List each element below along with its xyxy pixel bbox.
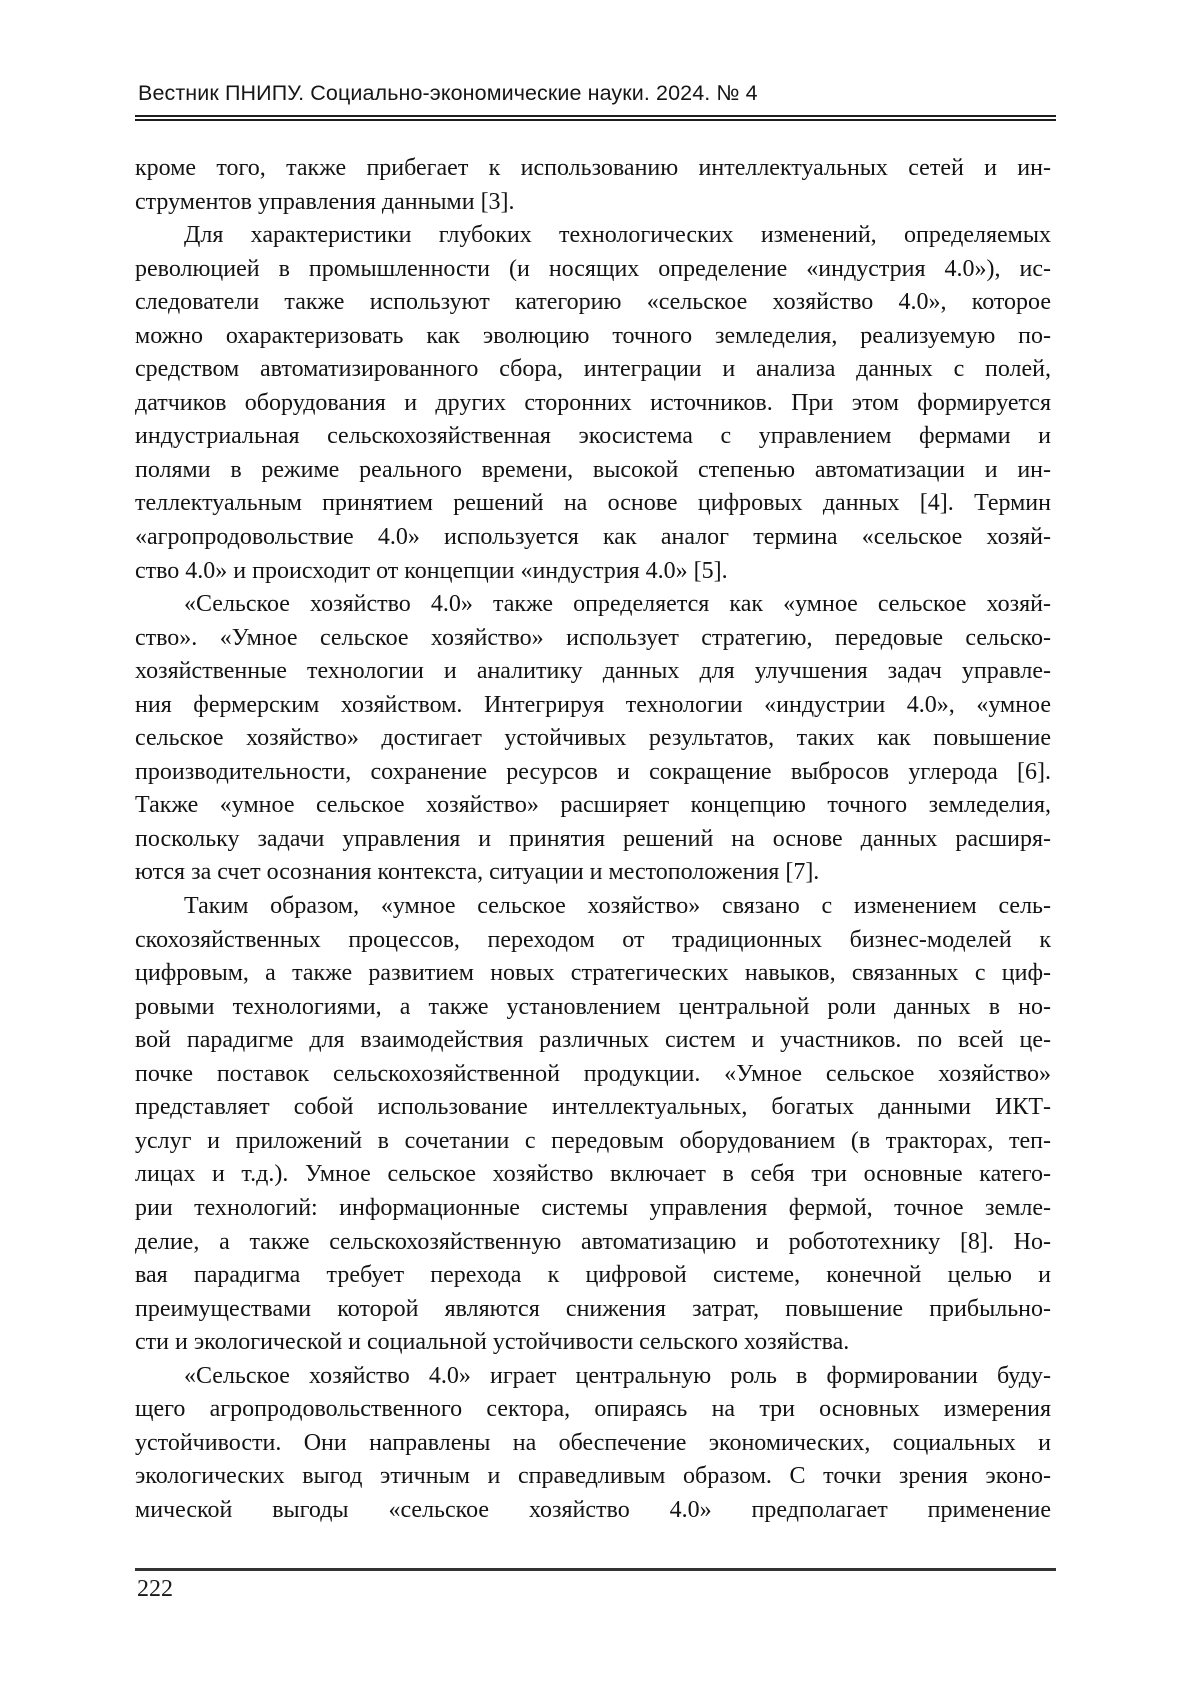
text-line: рии технологий: информационные системы управления фермой, точное земле- xyxy=(135,1194,1051,1221)
journal-header: Вестник ПНИПУ. Социально-экономические науки. 2024. № 4 xyxy=(138,81,758,105)
text-line: ство». «Умное сельское хозяйство» использует стратегию, передовые сельско- xyxy=(135,624,1051,651)
text-line: революцией в промышленности (и носящих определение «индустрия 4.0»), ис- xyxy=(135,255,1051,282)
text-line: Также «умное сельское хозяйство» расширяет концепцию точного земледелия, xyxy=(135,792,1051,819)
text-line: индустриальная сельскохозяйственная экосистема с управлением фермами и xyxy=(135,423,1051,450)
text-line: датчиков оборудования и других сторонних источников. При этом формируется xyxy=(135,389,1051,416)
text-line: ровыми технологиями, а также установлением центральной роли данных в но- xyxy=(135,993,1051,1020)
text-line: вой парадигме для взаимодействия различных систем и участников. по всей це- xyxy=(135,1027,1051,1054)
text-line: можно охарактеризовать как эволюцию точного земледелия, реализуемую по- xyxy=(135,322,1051,349)
text-line: «Сельское хозяйство 4.0» играет центральную роль в формировании буду- xyxy=(184,1362,1051,1389)
text-line: теллектуальным принятием решений на основе цифровых данных [4]. Термин xyxy=(135,490,1051,517)
text-line: ются за счет осознания контекста, ситуации и местоположения [7]. xyxy=(135,859,820,886)
text-line: ния фермерским хозяйством. Интегрируя технологии «индустрии 4.0», «умное xyxy=(135,691,1051,718)
text-line: делие, а также сельскохозяйственную автоматизацию и робототехнику [8]. Но- xyxy=(135,1228,1051,1255)
text-line: кроме того, также прибегает к использованию интеллектуальных сетей и ин- xyxy=(135,155,1051,181)
text-line: щего агропродовольственного сектора, опираясь на три основных измерения xyxy=(135,1396,1051,1423)
text-line: скохозяйственных процессов, переходом от традиционных бизнес-моделей к xyxy=(135,926,1051,953)
text-line: «агропродовольствие 4.0» используется как аналог термина «сельское хозяй- xyxy=(135,524,1051,551)
text-line: экологических выгод этичным и справедливым образом. С точки зрения эконо- xyxy=(135,1463,1051,1490)
text-line: сельское хозяйство» достигает устойчивых результатов, таких как повышение xyxy=(135,725,1051,752)
text-line: лицах и т.д.). Умное сельское хозяйство включает в себя три основные катего- xyxy=(135,1161,1051,1188)
text-line: представляет собой использование интеллектуальных, богатых данными ИКТ- xyxy=(135,1094,1051,1121)
article-body xyxy=(135,152,1051,1527)
text-line: цифровым, а также развитием новых стратегических навыков, связанных с циф- xyxy=(135,960,1051,987)
page-number: 222 xyxy=(137,1576,173,1602)
text-line: ство 4.0» и происходит от концепции «индустрия 4.0» [5]. xyxy=(135,557,728,584)
text-line: устойчивости. Они направлены на обеспечение экономических, социальных и xyxy=(135,1429,1051,1456)
text-line: вая парадигма требует перехода к цифровой системе, конечной целью и xyxy=(135,1262,1051,1289)
footer-rule xyxy=(135,1568,1056,1571)
text-line: Для характеристики глубоких технологических изменений, определяемых xyxy=(184,222,1051,249)
text-line: «Сельское хозяйство 4.0» также определяется как «умное сельское хозяй- xyxy=(184,591,1051,618)
text-line: струментов управления данными [3]. xyxy=(135,188,515,215)
text-line: производительности, сохранение ресурсов и сокращение выбросов углерода [6]. xyxy=(135,758,1051,785)
header-double-rule xyxy=(135,115,1056,121)
text-line: мической выгоды «сельское хозяйство 4.0» предполагает применение xyxy=(135,1496,1051,1523)
text-line: Таким образом, «умное сельское хозяйство» связано с изменением сель- xyxy=(184,893,1051,920)
text-line: полями в режиме реального времени, высокой степенью автоматизации и ин- xyxy=(135,456,1051,483)
text-line: сти и экологической и социальной устойчивости сельского хозяйства. xyxy=(135,1329,850,1356)
text-line: хозяйственные технологии и аналитику данных для улучшения задач управле- xyxy=(135,658,1051,685)
text-line: почке поставок сельскохозяйственной продукции. «Умное сельское хозяйство» xyxy=(135,1060,1051,1087)
text-line: средством автоматизированного сбора, интеграции и анализа данных с полей, xyxy=(135,356,1051,383)
text-line: услуг и приложений в сочетании с передовым оборудованием (в тракторах, теп- xyxy=(135,1127,1051,1154)
text-line: следователи также используют категорию «сельское хозяйство 4.0», которое xyxy=(135,289,1051,316)
text-line: преимуществами которой являются снижения затрат, повышение прибыльно- xyxy=(135,1295,1051,1322)
text-line: поскольку задачи управления и принятия решений на основе данных расширя- xyxy=(135,825,1051,852)
